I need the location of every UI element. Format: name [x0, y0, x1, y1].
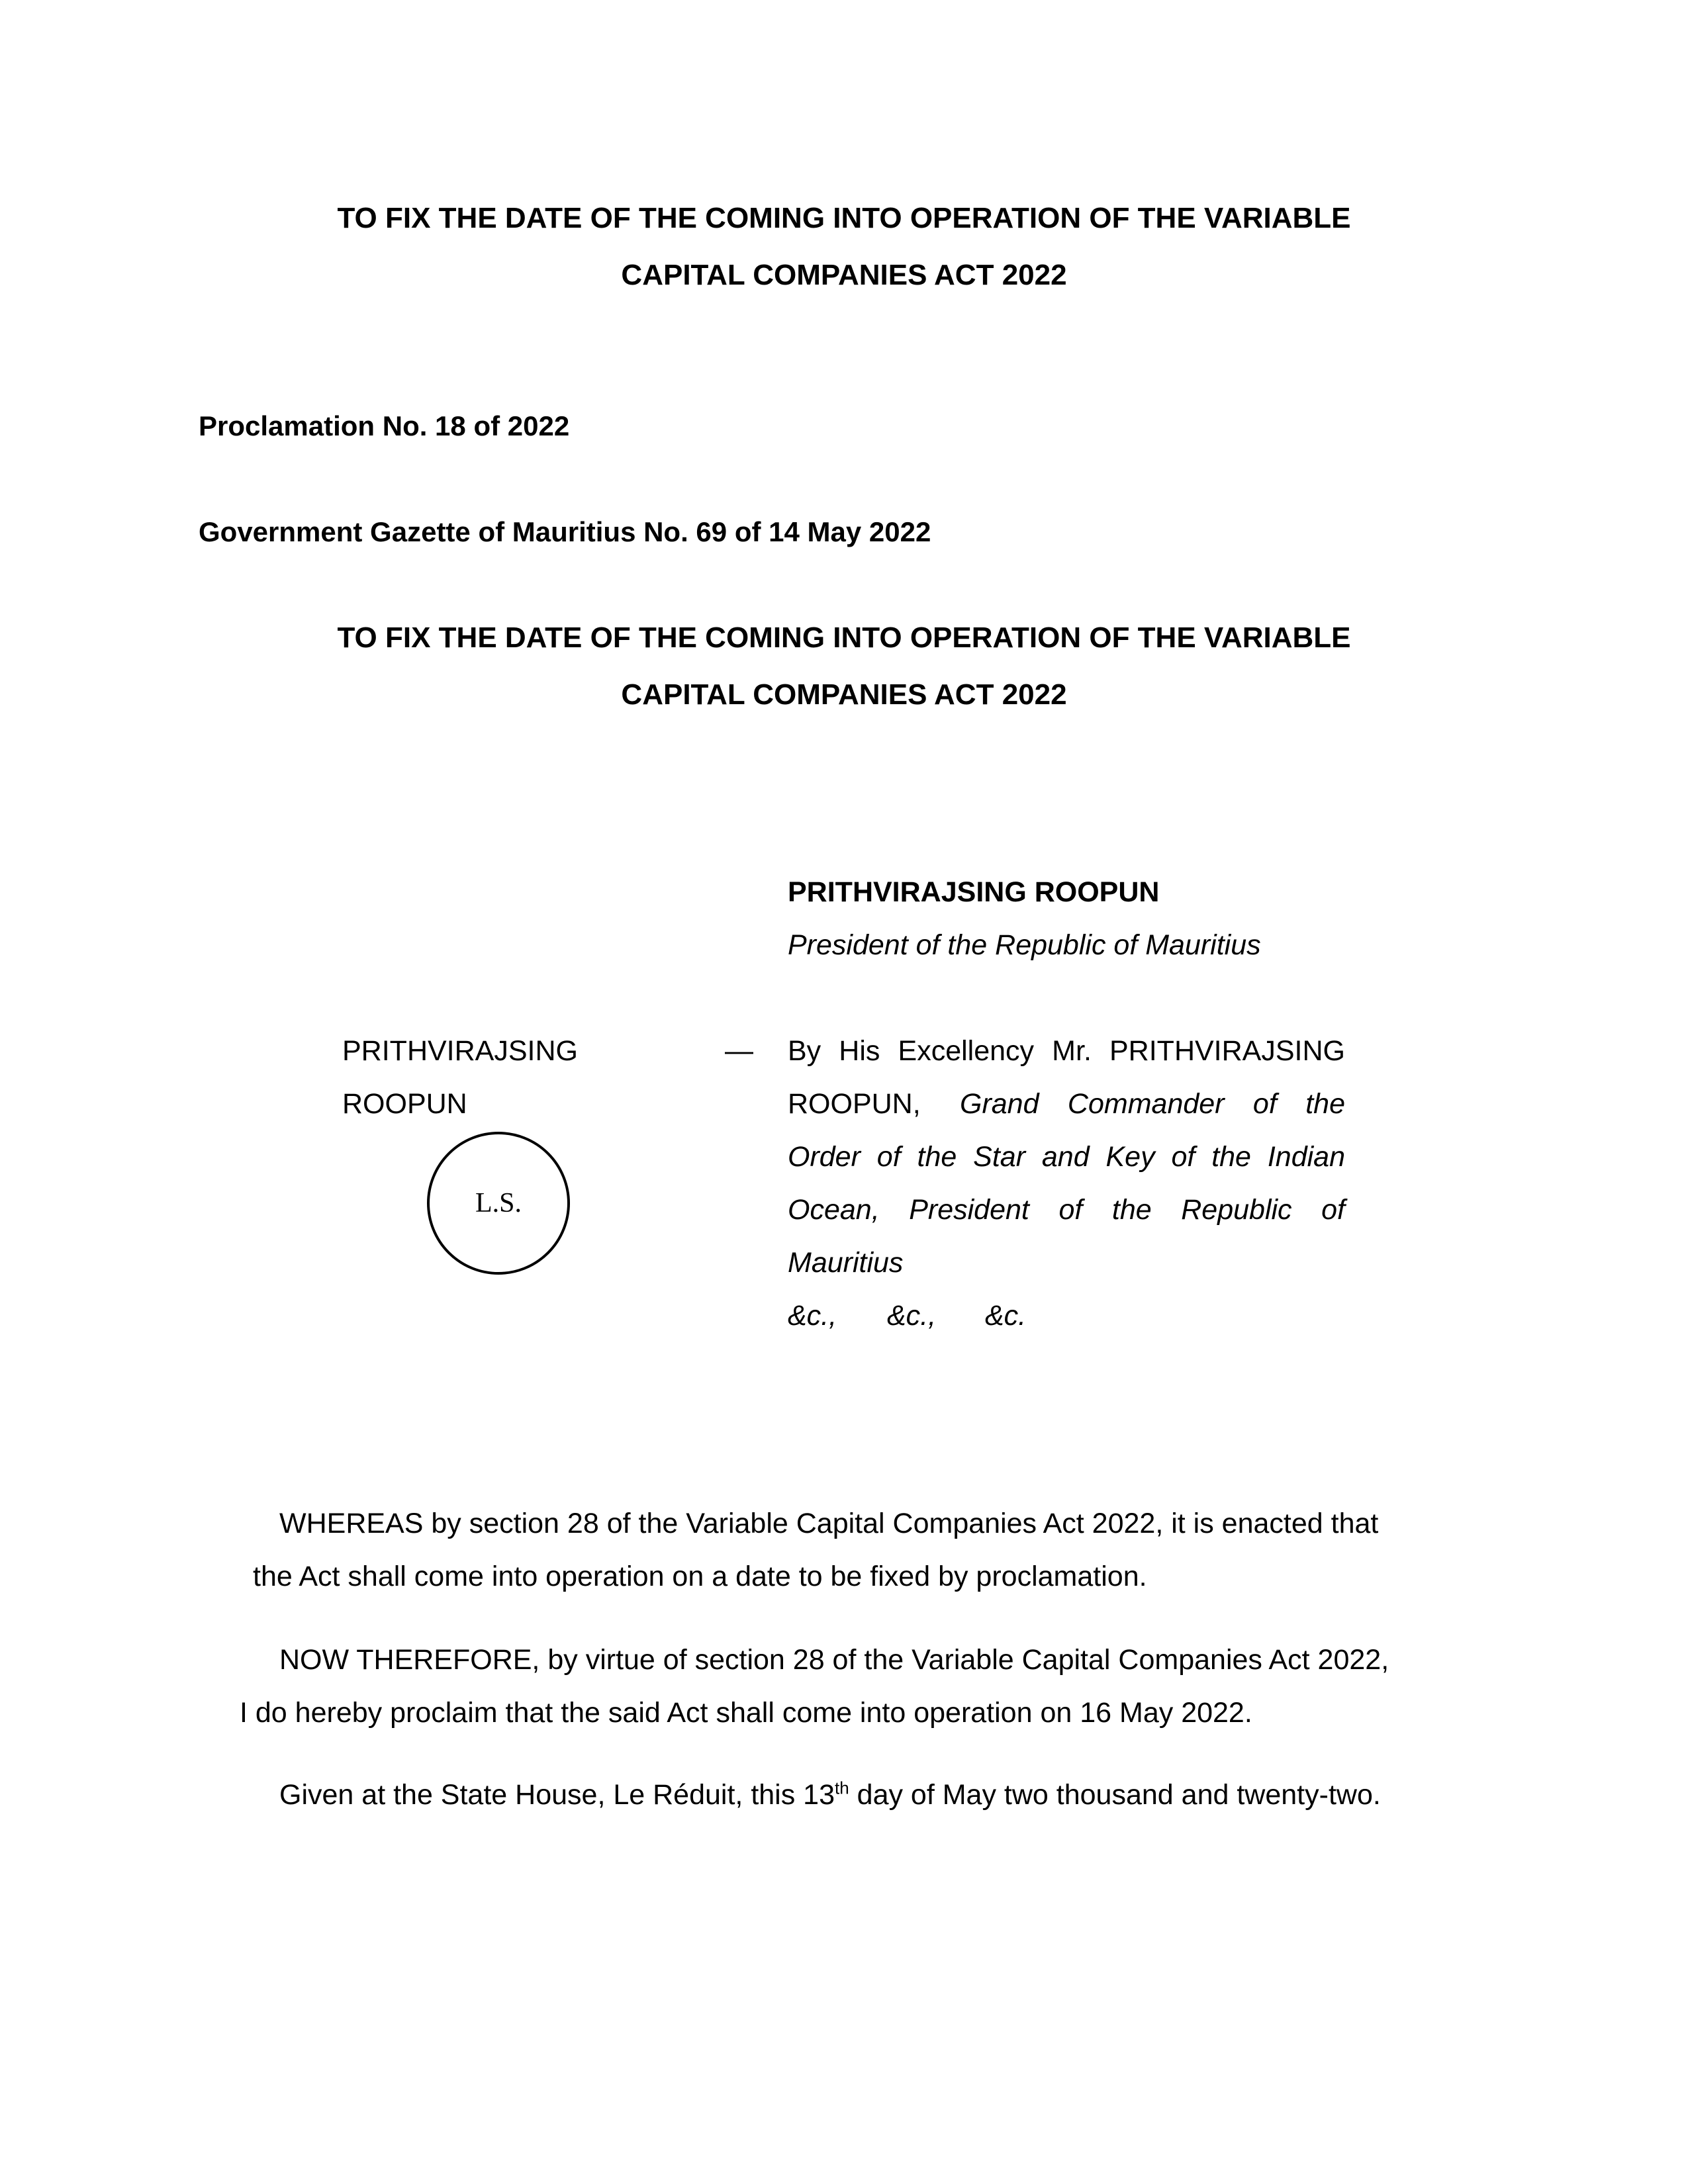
style-line-4: [788, 1183, 1345, 1236]
given-ordinal-suffix: th: [835, 1778, 849, 1798]
now-therefore-line-2: I do hereby proclaim that the said Act shall come into operation on 16 May 2022.: [240, 1697, 1252, 1729]
style-line-2: [788, 1077, 1345, 1130]
etc-3: &c.: [985, 1300, 1027, 1332]
whereas-line-2: the Act shall come into operation on a date to be fixed by proclamation.: [253, 1561, 1147, 1592]
em-dash: —: [725, 1035, 753, 1067]
proclamation-title-line-2: CAPITAL COMPANIES ACT 2022: [621, 678, 1067, 711]
style-line-4-text: Ocean, President of the Republic of: [788, 1194, 1345, 1226]
style-line-2-plain: ROOPUN,: [788, 1088, 921, 1120]
left-name-line-1: PRITHVIRAJSING: [342, 1035, 578, 1067]
proclamation-title-line-1: TO FIX THE DATE OF THE COMING INTO OPERATION OF THE VARIABLE: [337, 621, 1351, 654]
given-at-line: [279, 1768, 1381, 1821]
whereas-line-1: WHEREAS by section 28 of the Variable Capital Companies Act 2022, it is enacted that: [279, 1508, 1379, 1539]
document-title-line-2: CAPITAL COMPANIES ACT 2022: [621, 259, 1067, 291]
document-title-line-1: TO FIX THE DATE OF THE COMING INTO OPERATION OF THE VARIABLE: [337, 202, 1351, 234]
signatory-role: President of the Republic of Mauritius: [788, 929, 1261, 961]
given-text-after: day of May two thousand and twenty-two.: [849, 1779, 1381, 1811]
seal-text: L.S.: [475, 1188, 522, 1218]
etc-1: &c.,: [788, 1300, 837, 1332]
style-line-3: [788, 1130, 1345, 1183]
style-line-5: Mauritius: [788, 1247, 904, 1279]
style-line-3-text: Order of the Star and Key of the Indian: [788, 1141, 1345, 1173]
proclamation-number: Proclamation No. 18 of 2022: [199, 410, 570, 441]
gazette-reference: Government Gazette of Mauritius No. 69 of 14 May 2022: [199, 516, 931, 547]
given-text-before: Given at the State House, Le Réduit, this 13: [279, 1779, 835, 1811]
style-line-2-italic-wrap: [960, 1077, 1345, 1130]
signatory-name: PRITHVIRAJSING ROOPUN: [788, 876, 1160, 908]
left-name-line-2: ROOPUN: [342, 1088, 467, 1120]
style-line-1-text: By His Excellency Mr. PRITHVIRAJSING: [788, 1035, 1345, 1067]
style-line-2-italic: Grand Commander of the: [960, 1088, 1345, 1120]
style-line-1: [788, 1024, 1345, 1077]
etc-2: &c.,: [887, 1300, 937, 1332]
now-therefore-line-1: NOW THEREFORE, by virtue of section 28 of the Variable Capital Companies Act 2022,: [279, 1644, 1389, 1676]
seal-circle: [427, 1132, 570, 1275]
